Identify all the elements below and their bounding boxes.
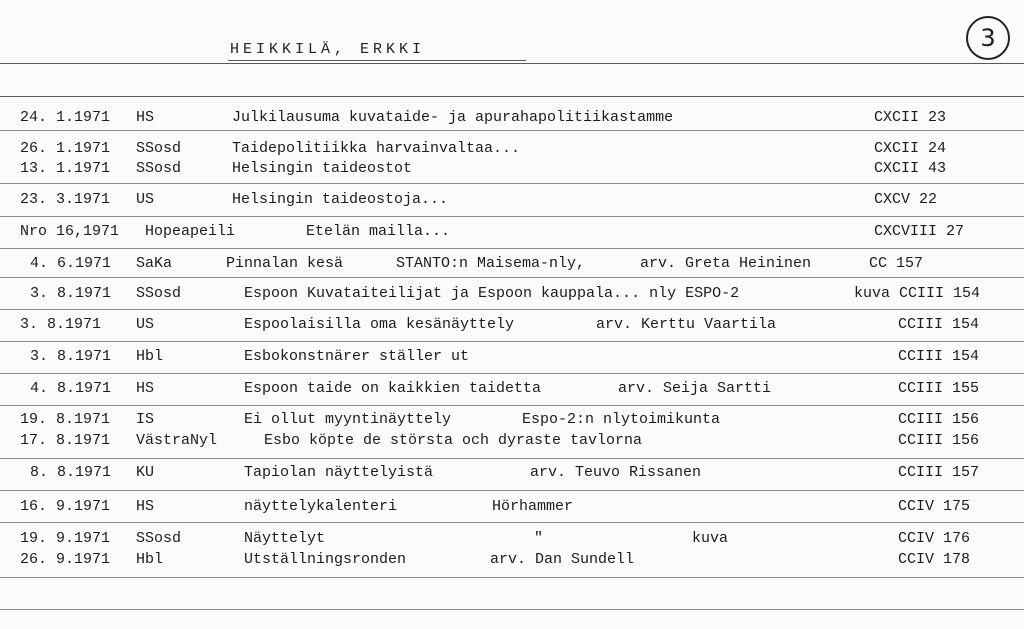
entry-title: Ei ollut myyntinäyttely [244,411,452,428]
entry-row [0,379,1024,399]
entry-title: näyttelykalenteri [244,498,398,515]
ruled-line [0,130,1024,131]
entry-row [0,347,1024,367]
ruled-line [0,248,1024,249]
entry-extra: arv. Dan Sundell [490,551,635,568]
ruled-line [0,309,1024,310]
ruled-line [0,341,1024,342]
entry-source: Hbl [136,348,164,365]
entry-source: HS [136,380,155,397]
entry-ref: CCIV 178 [898,551,971,568]
entry-date: 4. 6.1971 [30,255,112,272]
entry-ref: CXCVIII 27 [874,223,965,240]
entry-ref: CXCII 43 [874,160,947,177]
entry-title: Espoon Kuvataiteilijat ja Espoon kauppala... nly ESPO-2 [244,285,740,302]
entry-row [0,497,1024,517]
entry-ref: CCIII 157 [898,464,980,481]
entry-date: 17. 8.1971 [20,432,111,449]
entry-title: Näyttelyt [244,530,326,547]
entry-extra: arv. Seija Sartti [618,380,772,397]
entry-date: 23. 3.1971 [20,191,111,208]
ruled-line [0,490,1024,491]
entry-row [0,139,1024,159]
entry-extra: " [534,530,544,547]
ruled-line [0,458,1024,459]
entry-row [0,529,1024,549]
entry-source: HS [136,498,155,515]
entry-ref: CCIV 176 [898,530,971,547]
entry-date: 4. 8.1971 [30,380,112,397]
ruled-line [0,96,1024,97]
entry-date: 3. 8.1971 [30,348,112,365]
heading-underline [228,60,526,61]
entry-title: Helsingin taideostot [232,160,413,177]
entry-source: Hopeapeili [145,223,236,240]
entry-extra: arv. Kerttu Vaartila [596,316,777,333]
ruled-line [0,63,1024,64]
entry-ref: CXCV 22 [874,191,938,208]
entry-source: US [136,316,155,333]
entry-extra: Hörhammer [492,498,574,515]
card-heading-name: HEIKKILÄ, ERKKI [230,41,426,58]
ruled-line [0,216,1024,217]
entry-title: Etelän mailla... [306,223,451,240]
entry-title: Esbokonstnärer ställer ut [244,348,470,365]
entry-row [0,431,1024,451]
entry-row [0,254,1024,274]
entry-title: Utställningsronden [244,551,407,568]
ruled-line [0,405,1024,406]
entry-ref: kuva CCIII 154 [854,285,981,302]
entry-ref: CCIII 156 [898,411,980,428]
entry-title: Pinnalan kesä [226,255,344,272]
entry-date: 26. 9.1971 [20,551,111,568]
entry-date: 8. 8.1971 [30,464,112,481]
entry-row [0,284,1024,304]
entry-ref: CCIII 155 [898,380,980,397]
entry-row [0,159,1024,179]
ruled-line [0,522,1024,523]
entry-date: 16. 9.1971 [20,498,111,515]
entry-source: KU [136,464,155,481]
ruled-line [0,277,1024,278]
entry-ref: CC 157 [869,255,924,272]
ruled-line [0,609,1024,610]
entry-source: SaKa [136,255,173,272]
entry-note: kuva [692,530,729,547]
entry-source: SSosd [136,140,182,157]
entry-title: Espoon taide on kaikkien taidetta [244,380,542,397]
entry-row [0,108,1024,128]
entry-ref: CXCII 24 [874,140,947,157]
entry-date: 3. 8.1971 [30,285,112,302]
entry-ref: CCIII 154 [898,348,980,365]
entry-row [0,222,1024,242]
entry-date: 3. 8.1971 [20,316,102,333]
entry-source: SSosd [136,530,182,547]
ruled-line [0,183,1024,184]
entry-source: Hbl [136,551,164,568]
entry-date: 24. 1.1971 [20,109,111,126]
entry-title: Espoolaisilla oma kesänäyttely [244,316,515,333]
entry-date: 13. 1.1971 [20,160,111,177]
entry-date: Nro 16,1971 [20,223,120,240]
entry-title: Tapiolan näyttelyistä [244,464,434,481]
entry-source: VästraNyl [136,432,218,449]
entry-date: 19. 8.1971 [20,411,111,428]
entry-title: Julkilausuma kuvataide- ja apurahapolitiikastamme [232,109,674,126]
entry-date: 19. 9.1971 [20,530,111,547]
ruled-line [0,373,1024,374]
entry-source: US [136,191,155,208]
entry-date: 26. 1.1971 [20,140,111,157]
entry-row [0,190,1024,210]
entry-ref: CCIV 175 [898,498,971,515]
entry-source: SSosd [136,285,182,302]
entry-ref: CXCII 23 [874,109,947,126]
entry-title: Helsingin taideostoja... [232,191,449,208]
entry-extra: arv. Greta Heininen [640,255,812,272]
entry-source: IS [136,411,155,428]
entry-extra: arv. Teuvo Rissanen [530,464,702,481]
entry-source: HS [136,109,155,126]
entry-row [0,463,1024,483]
entry-note: STANTO:n Maisema-nly, [396,255,586,272]
entry-ref: CCIII 154 [898,316,980,333]
entry-title: Esbo köpte de största och dyraste tavlorna [264,432,643,449]
entry-title: Taidepolitiikka harvainvaltaa... [232,140,521,157]
entry-extra: Espo-2:n nlytoimikunta [522,411,721,428]
entry-source: SSosd [136,160,182,177]
entry-row [0,315,1024,335]
entry-row [0,550,1024,570]
entry-ref: CCIII 156 [898,432,980,449]
card-number-circle: 3 [966,16,1010,60]
entry-row [0,410,1024,430]
ruled-line [0,577,1024,578]
